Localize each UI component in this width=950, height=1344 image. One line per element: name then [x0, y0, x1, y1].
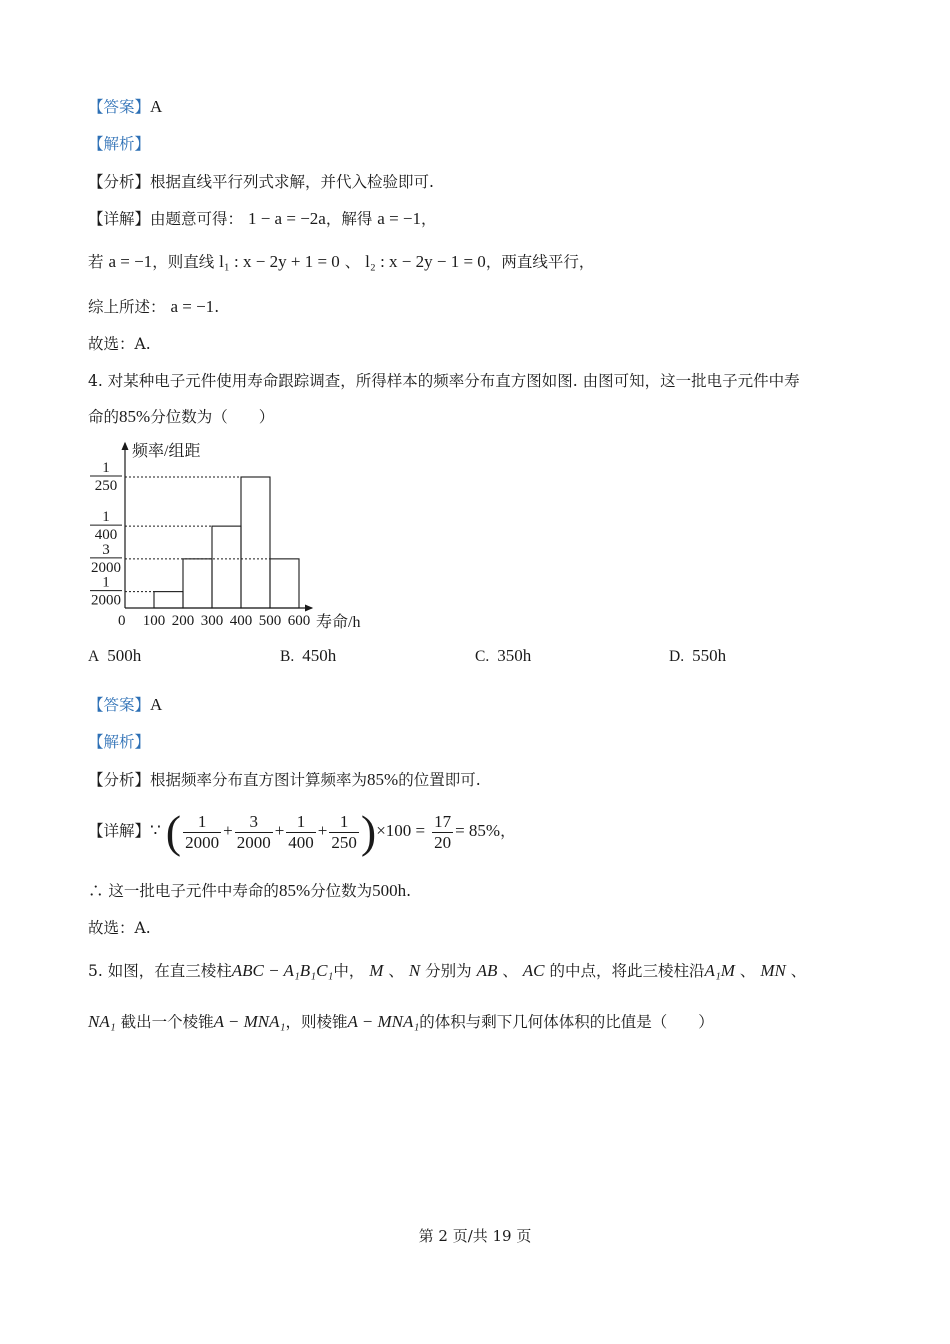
- sep: 、: [739, 962, 756, 980]
- therefore-percent: 85%: [278, 881, 311, 900]
- equation-2: a = −1: [377, 209, 422, 228]
- then-text: ，则直线: [152, 253, 215, 271]
- x-tick-label-100: 100: [142, 613, 166, 629]
- q4-therefore-line: [88, 880, 411, 902]
- q4-stem-pre: 命的: [88, 408, 120, 426]
- fraction-result: $\frac{17}{20}$: [434, 811, 452, 852]
- point-n: N: [408, 961, 421, 980]
- segment-ac: AC: [522, 961, 545, 980]
- q3-analysis-heading: [88, 133, 150, 155]
- segment-ab: AB: [476, 961, 498, 980]
- line-l2-equation: l₂ : x − 2y − 1 = 0: [365, 252, 486, 271]
- analysis-tag: 【解析】: [88, 135, 151, 153]
- therefore-post: .: [406, 882, 412, 900]
- option-d-value: 550h: [692, 646, 727, 665]
- y-tick-denominator-3: 250: [94, 478, 118, 494]
- fenxi-tag: 【分析】: [88, 771, 151, 789]
- sep: 、: [502, 962, 518, 980]
- y-tick-numerator-3: 1: [102, 460, 110, 476]
- xiangjie-prefix: 由题意可得：: [150, 210, 244, 228]
- x-tick-label-600: 600: [287, 613, 311, 629]
- summary-text: 综上所述：: [88, 298, 166, 316]
- y-tick-numerator-0: 1: [102, 574, 110, 591]
- fraction-3: $\frac{1}{400}$: [288, 811, 314, 852]
- pyramid-name-1: A − MNA₁: [213, 1012, 286, 1031]
- q3-summary-line: 综上所述： a = −1.: [88, 297, 220, 316]
- q4-xiangjie-line: 【详解】∵ ( $\frac{1}{2000}$ + $\frac{3}{2000}$ + $\frac{1}{400}$ + $\frac{1}{250}$ )×100 = $\frac{17}{20}$ = 85%，: [88, 806, 516, 857]
- q4-stem-text-1: 4. 对某种电子元件使用寿命跟踪调查，所得样本的频率分布直方图如图. 由图可知，这一批电子元件中寿: [88, 372, 800, 390]
- frequency-histogram: [80, 435, 380, 635]
- q5-text-mid5: ，则棱锥: [285, 1013, 348, 1031]
- fraction-1: $\frac{1}{2000}$: [185, 811, 220, 852]
- therefore-mid: 分位数为: [310, 882, 373, 900]
- q5-text-mid3: 的中点，将此三棱柱沿: [549, 962, 705, 980]
- segment-a1m: A₁M: [704, 961, 735, 980]
- point-m: M: [369, 961, 384, 980]
- fenxi-text: 根据直线平行列式求解，并代入检验即可.: [150, 173, 434, 191]
- q5-text-mid1: 中，: [333, 962, 365, 980]
- fenxi-percent: 85%: [367, 770, 399, 789]
- line-l1-equation: l₁ : x − 2y + 1 = 0: [219, 252, 340, 271]
- option-a-letter: A: [88, 648, 100, 665]
- origin-label: 0: [118, 613, 126, 629]
- q3-check-line: [88, 251, 594, 273]
- option-c-value: 350h: [497, 646, 532, 665]
- option-d-letter: D.: [669, 648, 685, 665]
- fenxi-post: 的位置即可.: [398, 771, 481, 789]
- x-tick-label-300: 300: [200, 613, 224, 629]
- q4-answer-line: [88, 694, 162, 716]
- q4-choose-line: [88, 917, 151, 939]
- because-symbol: ∵: [150, 821, 161, 840]
- summary-equation: a = −1: [170, 297, 215, 316]
- q5-text-pre: 5. 如图，在直三棱柱: [88, 962, 232, 980]
- q5-text-mid2: 分别为: [425, 962, 472, 980]
- choose-text: 故选：A.: [88, 919, 151, 937]
- option-b[interactable]: [280, 646, 336, 666]
- answer-value: A: [150, 695, 163, 714]
- xiangjie-tag: 【详解】: [88, 822, 151, 840]
- q5-text-mid4: 截出一个棱锥: [120, 1013, 214, 1031]
- q4-stem-percent: 85%: [119, 407, 151, 426]
- q4-stem-line2: [88, 406, 274, 428]
- pyramid-name-2: A − MNA₁: [347, 1012, 420, 1031]
- option-b-letter: B.: [280, 648, 295, 665]
- fraction-4: $\frac{1}{250}$: [331, 811, 357, 852]
- sep: 、: [388, 962, 404, 980]
- prism-name: ABC − A₁B₁C₁: [231, 961, 334, 980]
- y-tick-denominator-0: 2000: [91, 592, 121, 609]
- q3-answer-line: [88, 96, 162, 118]
- histogram-bar-300-400: [212, 526, 241, 608]
- q3-fenxi-line: [88, 171, 434, 193]
- therefore-pre: ∴ 这一批电子元件中寿命的: [88, 882, 279, 900]
- equation-tail: = 85%: [455, 821, 501, 840]
- parallel-text: ，两直线平行，: [485, 253, 595, 271]
- option-a-value: 500h: [107, 646, 142, 665]
- q4-stem-post: 分位数为（ ）: [150, 408, 275, 426]
- option-a[interactable]: [88, 646, 141, 666]
- fenxi-tag: 【分析】: [88, 173, 151, 191]
- option-b-value: 450h: [302, 646, 337, 665]
- answer-value: A: [150, 97, 163, 116]
- a-value: a = −1: [108, 252, 153, 271]
- comma: ，: [500, 822, 516, 840]
- xiangjie-tag: 【详解】: [88, 210, 151, 228]
- fenxi-pre: 根据频率分布直方图计算频率为: [150, 771, 368, 789]
- segment-mn: MN: [760, 961, 786, 980]
- q5-stem-line2: [88, 1011, 714, 1033]
- x-tick-label-500: 500: [258, 613, 282, 629]
- sep: 、: [790, 962, 807, 980]
- q4-fenxi-line: [88, 769, 481, 791]
- if-text: 若: [88, 253, 104, 271]
- q3-xiangjie-line: 【详解】由题意可得： 1 − a = −2a，解得 a = −1，: [88, 209, 437, 228]
- q4-analysis-heading: [88, 731, 150, 753]
- y-tick-numerator-2: 1: [102, 509, 110, 526]
- option-c[interactable]: [475, 646, 531, 666]
- segment-na1: NA₁: [88, 1012, 116, 1031]
- x-tick-label-400: 400: [229, 613, 253, 629]
- y-tick-denominator-1: 2000: [91, 559, 121, 576]
- answer-tag: 【答案】: [88, 696, 151, 714]
- q3-choose-line: [88, 333, 151, 355]
- histogram-bar-500-600: [270, 559, 299, 608]
- histogram-bar-200-300: [183, 559, 212, 608]
- option-c-letter: C.: [475, 648, 490, 665]
- choose-text: 故选：A.: [88, 335, 151, 353]
- q4-stem-line1: [88, 370, 800, 392]
- y-tick-denominator-2: 400: [94, 527, 118, 544]
- option-d[interactable]: [669, 646, 726, 666]
- solve-text: ，解得: [325, 210, 373, 228]
- x-tick-label-200: 200: [171, 613, 195, 629]
- y-axis-label: 频率/组距: [132, 443, 201, 460]
- histogram-bar-100-200: [154, 592, 183, 608]
- q5-text-post: 的体积与剩下几何体体积的比值是（ ）: [419, 1013, 714, 1031]
- analysis-tag: 【解析】: [88, 733, 151, 751]
- fraction-2: $\frac{3}{2000}$: [236, 811, 271, 852]
- histogram-bar-400-500: [241, 477, 270, 608]
- q5-stem-line1: [88, 960, 806, 982]
- page-footer: 第 2 页/共 19 页: [418, 1227, 532, 1245]
- separator: 、: [344, 253, 361, 271]
- y-tick-numerator-1: 3: [102, 541, 110, 558]
- therefore-value: 500h: [372, 881, 407, 900]
- equation-1: 1 − a = −2a: [247, 209, 326, 228]
- x-axis-label: 寿命/h: [316, 614, 361, 631]
- times-100: ×100 =: [376, 821, 426, 840]
- answer-tag: 【答案】: [88, 98, 151, 116]
